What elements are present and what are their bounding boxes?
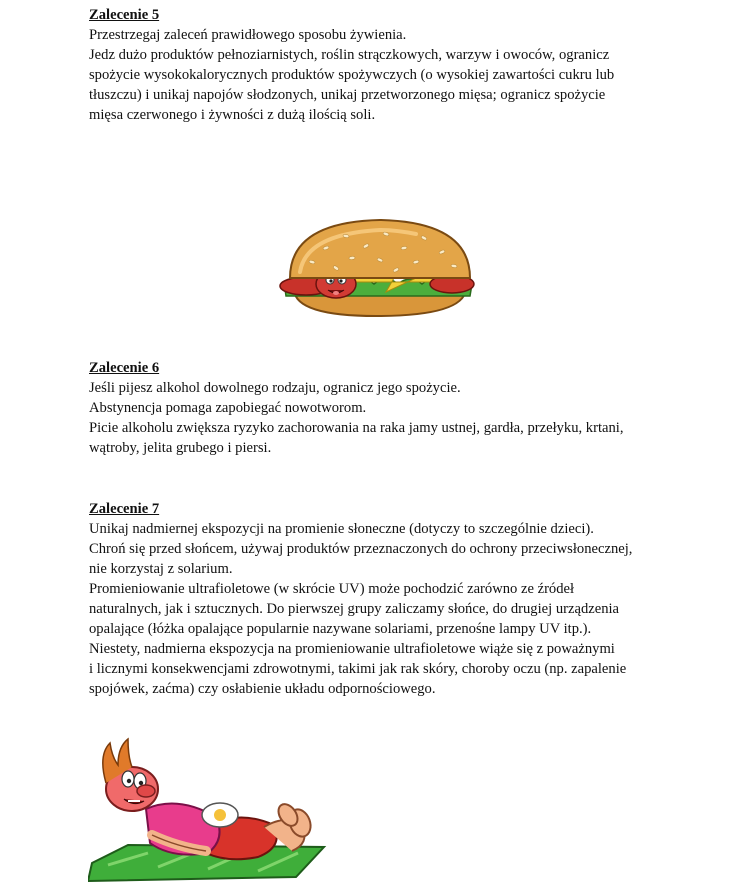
recommendation-7-line: naturalnych, jak i sztucznych. Do pierwszej grupy zaliczamy słońce, do drugiej urządzenia bbox=[89, 601, 620, 617]
recommendation-7-line: Chroń się przed słońcem, używaj produktów przeznaczonych do ochrony przeciwsłonecznej, bbox=[89, 541, 633, 557]
recommendation-5-line: mięsa czerwonego i żywności z dużą ilością soli. bbox=[89, 107, 376, 123]
recommendation-7-line: i licznymi konsekwencjami zdrowotnymi, takimi jak rak skóry, choroby oczu (np. zapalenie bbox=[89, 661, 627, 677]
recommendation-5-line: spożycie wysokokalorycznych produktów spożywczych (o wysokiej zawartości cukru lub bbox=[89, 67, 615, 83]
recommendation-5-heading: Zalecenie 5 bbox=[89, 7, 160, 23]
recommendation-7-line: Promieniowanie ultrafioletowe (w skrócie UV) może pochodzić zarówno ze źródeł bbox=[89, 581, 575, 597]
recommendation-7-line: nie korzystaj z solarium. bbox=[89, 561, 233, 577]
recommendation-6-line: Jeśli pijesz alkohol dowolnego rodzaju, ogranicz jego spożycie. bbox=[89, 380, 461, 396]
recommendation-5-line: Przestrzegaj zaleceń prawidłowego sposobu żywienia. bbox=[89, 27, 407, 43]
recommendation-7-line: opalające (łóżka opalające popularnie nazywane solariami, przenośne lampy UV itp.). bbox=[89, 621, 592, 637]
recommendation-6-section bbox=[89, 358, 689, 458]
recommendation-7-line: Unikaj nadmiernej ekspozycji na promienie słoneczne (dotyczy to szczególnie dzieci). bbox=[89, 521, 594, 537]
recommendation-6-line: wątroby, jelita grubego i piersi. bbox=[89, 440, 272, 456]
recommendation-6-line: Picie alkoholu zwiększa ryzyko zachorowania na raka jamy ustnej, gardła, przełyku, krtani, bbox=[89, 420, 624, 436]
recommendation-5-line: tłuszczu) i unikaj napojów słodzonych, unikaj przetworzonego mięsa; ogranicz spożycie bbox=[89, 87, 606, 103]
recommendation-7-line: Niestety, nadmierna ekspozycja na promieniowanie ultrafioletowe wiąże się z poważnymi bbox=[89, 641, 615, 657]
recommendation-7-section bbox=[89, 499, 689, 699]
recommendation-5-section bbox=[89, 5, 689, 125]
sandwich-icon bbox=[276, 212, 482, 322]
sunbathing-man-icon bbox=[88, 735, 328, 885]
recommendation-6-heading: Zalecenie 6 bbox=[89, 360, 160, 376]
recommendation-5-line: Jedz dużo produktów pełnoziarnistych, roślin strączkowych, warzyw i owoców, ogranicz bbox=[89, 47, 610, 63]
recommendation-6-line: Abstynencja pomaga zapobiegać nowotworom. bbox=[89, 400, 367, 416]
recommendation-7-line: spojówek, zaćma) czy osłabienie układu odpornościowego. bbox=[89, 681, 436, 697]
recommendation-7-heading: Zalecenie 7 bbox=[89, 501, 160, 517]
